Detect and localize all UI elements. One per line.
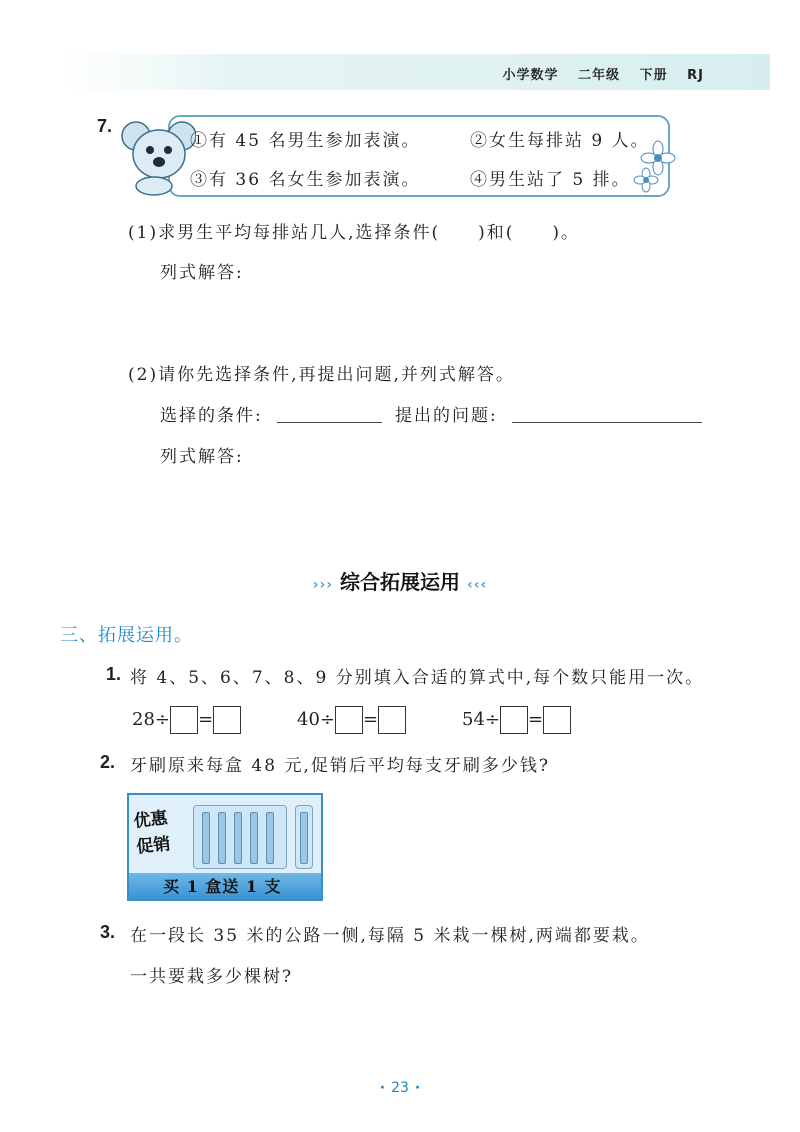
condition-2: ②女生每排站 9 人。 (470, 131, 650, 151)
equation-3-equals: = (528, 709, 544, 730)
promo-label-line2: 促销 (135, 834, 172, 858)
banner-left-arrows: ››› (312, 577, 334, 593)
equation-2-equals: = (363, 709, 379, 730)
toothbrush-icon (234, 812, 242, 864)
equation-1-dividend: 28÷ (132, 709, 170, 730)
header-edition: RJ (687, 68, 704, 83)
question-2-text: 牙刷原来每盒 48 元,促销后平均每支牙刷多少钱? (130, 756, 550, 776)
equation-2 (297, 706, 406, 734)
condition-3: ③有 36 名女生参加表演。 (190, 170, 421, 190)
choose-condition-blank[interactable] (277, 422, 382, 423)
condition-4: ④男生站了 5 排。 (470, 170, 631, 190)
question-label: 提出的问题: (395, 406, 498, 426)
header-volume: 下册 (639, 68, 668, 83)
equation-3-divisor-box[interactable] (500, 706, 528, 734)
question-1-text: 将 4、5、6、7、8、9 分别填入合适的算式中,每个数只能用一次。 (130, 668, 705, 688)
equation-1-equals: = (198, 709, 214, 730)
equation-3 (462, 706, 571, 734)
page-number: · 23 · (379, 1080, 421, 1096)
toothbrush-icon (266, 812, 274, 864)
question-7-number: 7. (97, 116, 113, 136)
equation-1-quotient-box[interactable] (213, 706, 241, 734)
part1-prompt: (1)求男生平均每排站几人,选择条件( )和( )。 (128, 223, 581, 243)
page-header (489, 64, 705, 83)
koala-illustration (120, 110, 196, 196)
condition-1: ①有 45 名男生参加表演。 (190, 131, 421, 151)
equation-3-dividend: 54÷ (462, 709, 500, 730)
question-blank[interactable] (512, 422, 702, 423)
promo-offer-text: 买 1 盒送 1 支 (163, 877, 282, 896)
toothbrush-promo-image (127, 793, 323, 901)
equation-1-divisor-box[interactable] (170, 706, 198, 734)
part1-answer-label: 列式解答: (160, 263, 244, 283)
single-toothbrush (295, 805, 313, 869)
page-number-value: 23 (391, 1080, 409, 1096)
part2-answer-label: 列式解答: (160, 447, 244, 467)
promo-label-line1: 优惠 (132, 808, 169, 832)
equation-1 (132, 706, 241, 734)
toothbrush-icon (202, 812, 210, 864)
header-subject: 小学数学 (502, 68, 559, 83)
question-3-text-line2: 一共要栽多少棵树? (130, 967, 294, 987)
question-2-number: 2. (100, 752, 116, 772)
header-grade: 二年级 (578, 68, 621, 83)
equation-2-dividend: 40÷ (297, 709, 335, 730)
equation-3-quotient-box[interactable] (543, 706, 571, 734)
toothbrush-icon (250, 812, 258, 864)
section-banner (0, 566, 800, 595)
promo-label (132, 805, 171, 860)
equation-2-quotient-box[interactable] (378, 706, 406, 734)
section-3-title: 三、拓展运用。 (60, 625, 193, 646)
toothbrush-box (193, 805, 287, 869)
equation-2-divisor-box[interactable] (335, 706, 363, 734)
banner-title: 综合拓展运用 (340, 570, 460, 594)
toothbrush-icon (218, 812, 226, 864)
question-3-text: 在一段长 35 米的公路一侧,每隔 5 米栽一棵树,两端都要栽。 (130, 926, 650, 946)
question-3-number: 3. (100, 922, 116, 942)
choose-condition-label: 选择的条件: (160, 406, 263, 426)
part2-prompt: (2)请你先选择条件,再提出问题,并列式解答。 (128, 365, 515, 385)
question-1-number: 1. (106, 664, 122, 684)
banner-right-arrows: ‹‹‹ (466, 577, 488, 593)
toothbrush-icon (300, 812, 308, 864)
